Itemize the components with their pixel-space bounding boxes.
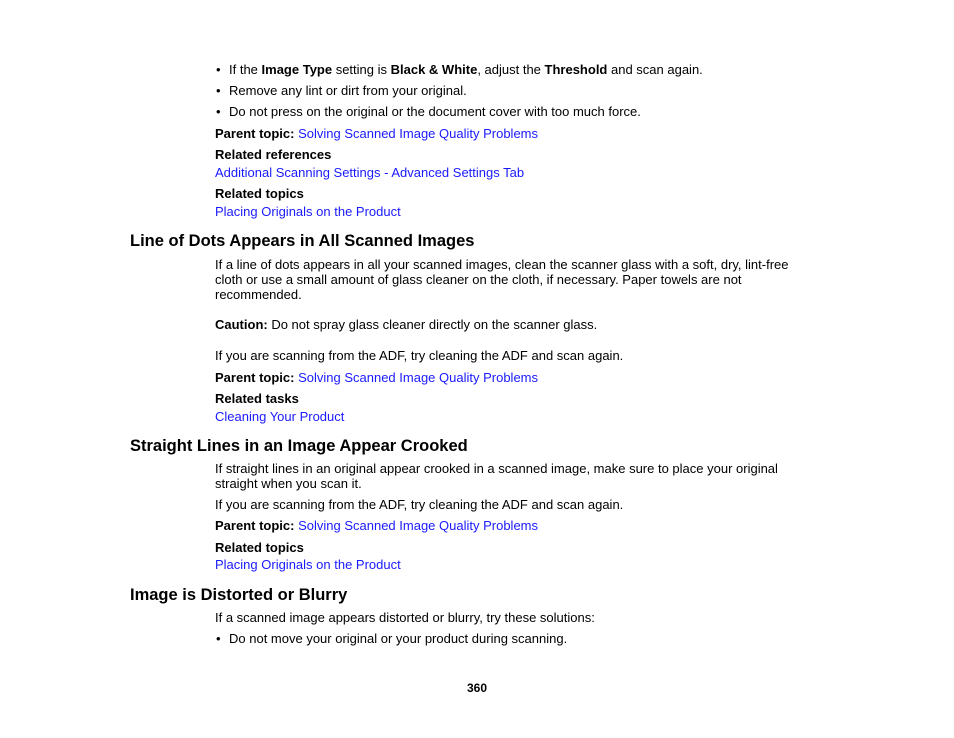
related-topics-label: Related topics [215,186,304,201]
parent-topic-row [215,126,538,141]
parent-topic-link[interactable]: Solving Scanned Image Quality Problems [298,518,538,533]
related-topics-link[interactable]: Placing Originals on the Product [215,204,401,219]
parent-topic-link[interactable]: Solving Scanned Image Quality Problems [298,370,538,385]
related-references-link[interactable]: Additional Scanning Settings - Advanced Settings Tab [215,165,525,180]
caution-label: Caution: [215,317,268,332]
parent-topic-link[interactable]: Solving Scanned Image Quality Problems [298,126,538,141]
paragraph-adf-cleaning: If you are scanning from the ADF, try cleaning the ADF and scan again. [215,348,624,363]
bullet-item-threshold [229,62,703,77]
page-number: 360 [466,681,488,695]
text-run: and scan again. [607,62,703,77]
bullet-item-remove-lint: Remove any lint or dirt from your original. [229,83,467,98]
caution-note [215,317,597,332]
bold-term-image-type: Image Type [261,62,333,77]
related-references-label: Related references [215,147,332,162]
bold-term-threshold: Threshold [544,62,608,77]
parent-topic-row [215,370,538,385]
parent-topic-label: Parent topic: [215,126,295,141]
related-tasks-link[interactable]: Cleaning Your Product [215,409,345,424]
section-heading-distorted: Image is Distorted or Blurry [130,586,348,604]
text-run: , adjust the [477,62,545,77]
section-heading-line-of-dots: Line of Dots Appears in All Scanned Images [130,232,475,250]
bullet-glyph: • [216,62,221,77]
text-run: If the [229,62,262,77]
related-topics-label: Related topics [215,540,304,555]
bullet-item-do-not-press: Do not press on the original or the document cover with too much force. [229,104,641,119]
related-tasks-label: Related tasks [215,391,299,406]
section-heading-straight-lines: Straight Lines in an Image Appear Crooked [130,437,468,455]
bold-term-black-white: Black & White [390,62,478,77]
related-topics-link[interactable]: Placing Originals on the Product [215,557,401,572]
paragraph-line-of-dots: If a line of dots appears in all your scanned images, clean the scanner glass with a soft, dry, lint-free cloth or use a small amount of glass cleaner on the cloth, if necessary. Paper towels are not recommended. [215,257,789,302]
paragraph-adf-cleaning: If you are scanning from the ADF, try cleaning the ADF and scan again. [215,497,624,512]
bullet-item-do-not-move: Do not move your original or your product during scanning. [229,631,568,646]
paragraph-distorted: If a scanned image appears distorted or blurry, try these solutions: [215,610,595,625]
parent-topic-label: Parent topic: [215,518,295,533]
parent-topic-row [215,518,538,533]
bullet-glyph: • [216,83,221,98]
text-run: setting is [332,62,391,77]
caution-text: Do not spray glass cleaner directly on the scanner glass. [267,317,598,332]
bullet-glyph: • [216,104,221,119]
paragraph-straight-lines: If straight lines in an original appear crooked in a scanned image, make sure to place your original straight when you scan it. [215,461,778,491]
bullet-glyph: • [216,631,221,646]
parent-topic-label: Parent topic: [215,370,295,385]
